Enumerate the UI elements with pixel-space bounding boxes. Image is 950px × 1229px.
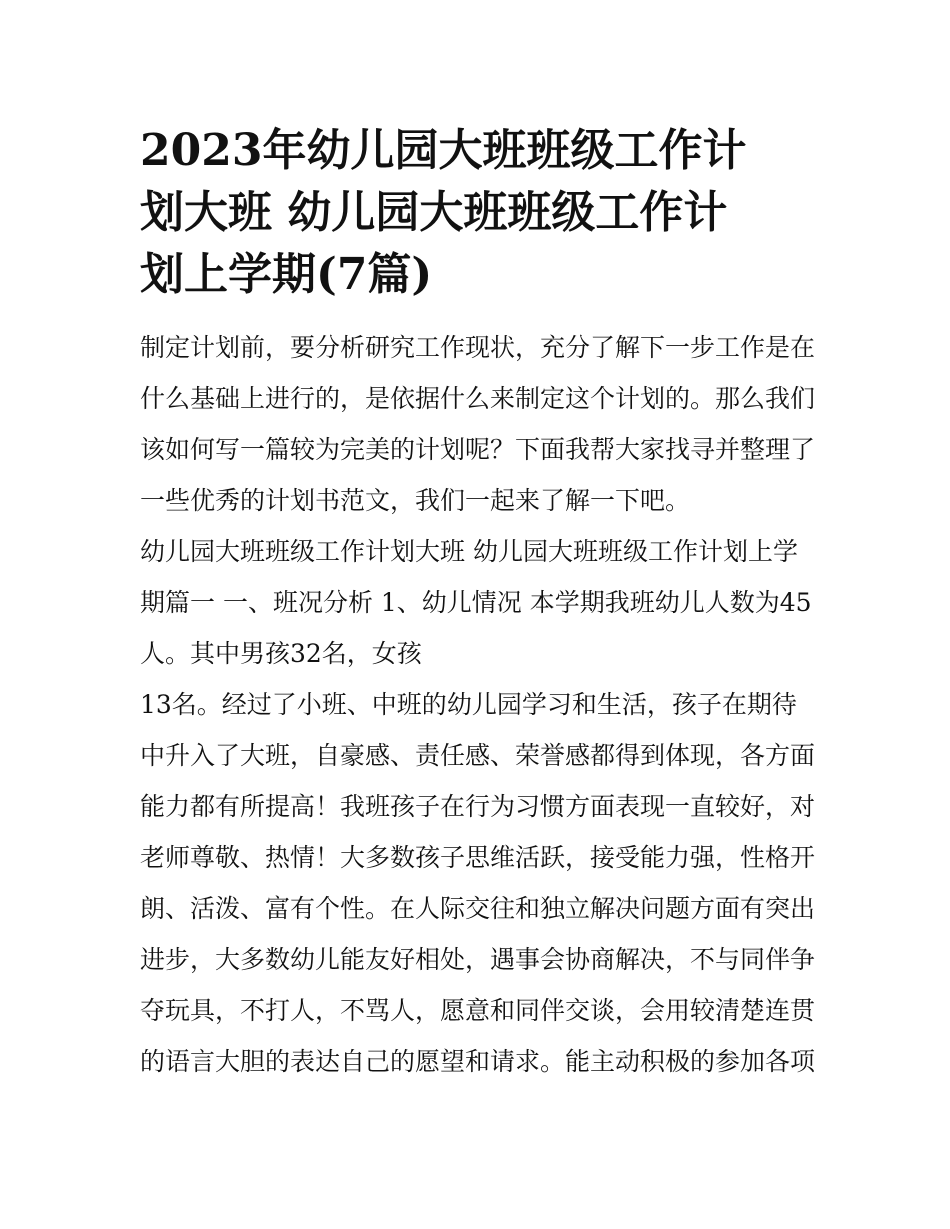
title-line: 划上学期(7篇) bbox=[140, 249, 433, 300]
text-line: 人。其中男孩32名，女孩 bbox=[140, 639, 422, 668]
text-line: 一些优秀的计划书范文，我们一起来了解一下吧。 bbox=[140, 486, 691, 515]
document-page bbox=[140, 120, 816, 1087]
text-line: 什么基础上进行的，是依据什么来制定这个计划的。那么我们 bbox=[140, 384, 816, 413]
text-line: 中升入了大班，自豪感、责任感、荣誉感都得到体现，各方面 bbox=[140, 741, 816, 770]
text-line: 幼儿园大班班级工作计划大班 幼儿园大班班级工作计划上学 bbox=[140, 537, 798, 566]
section-paragraph bbox=[140, 526, 816, 1087]
text-line: 13名。经过了小班、中班的幼儿园学习和生活，孩子在期待 bbox=[140, 690, 797, 719]
text-line: 进步，大多数幼儿能友好相处，遇事会协商解决，不与同伴争 bbox=[140, 945, 816, 974]
document-body bbox=[140, 322, 816, 1087]
text-line: 的语言大胆的表达自己的愿望和请求。能主动积极的参加各项 bbox=[140, 1047, 816, 1076]
title-line: 2023年幼儿园大班班级工作计 bbox=[140, 125, 747, 176]
text-line: 朗、活泼、富有个性。在人际交往和独立解决问题方面有突出 bbox=[140, 894, 816, 923]
text-line: 老师尊敬、热情！大多数孩子思维活跃，接受能力强，性格开 bbox=[140, 843, 816, 872]
text-line: 该如何写一篇较为完美的计划呢？下面我帮大家找寻并整理了 bbox=[140, 435, 816, 464]
intro-paragraph bbox=[140, 322, 816, 526]
document-title bbox=[140, 120, 812, 306]
text-line: 期篇一 一、班况分析 1、幼儿情况 本学期我班幼儿人数为45 bbox=[140, 588, 812, 617]
text-line: 制定计划前，要分析研究工作现状，充分了解下一步工作是在 bbox=[140, 333, 816, 362]
title-line: 划大班 幼儿园大班班级工作计 bbox=[140, 187, 728, 238]
text-line: 夺玩具，不打人，不骂人，愿意和同伴交谈，会用较清楚连贯 bbox=[140, 996, 816, 1025]
text-line: 能力都有所提高！我班孩子在行为习惯方面表现一直较好，对 bbox=[140, 792, 816, 821]
